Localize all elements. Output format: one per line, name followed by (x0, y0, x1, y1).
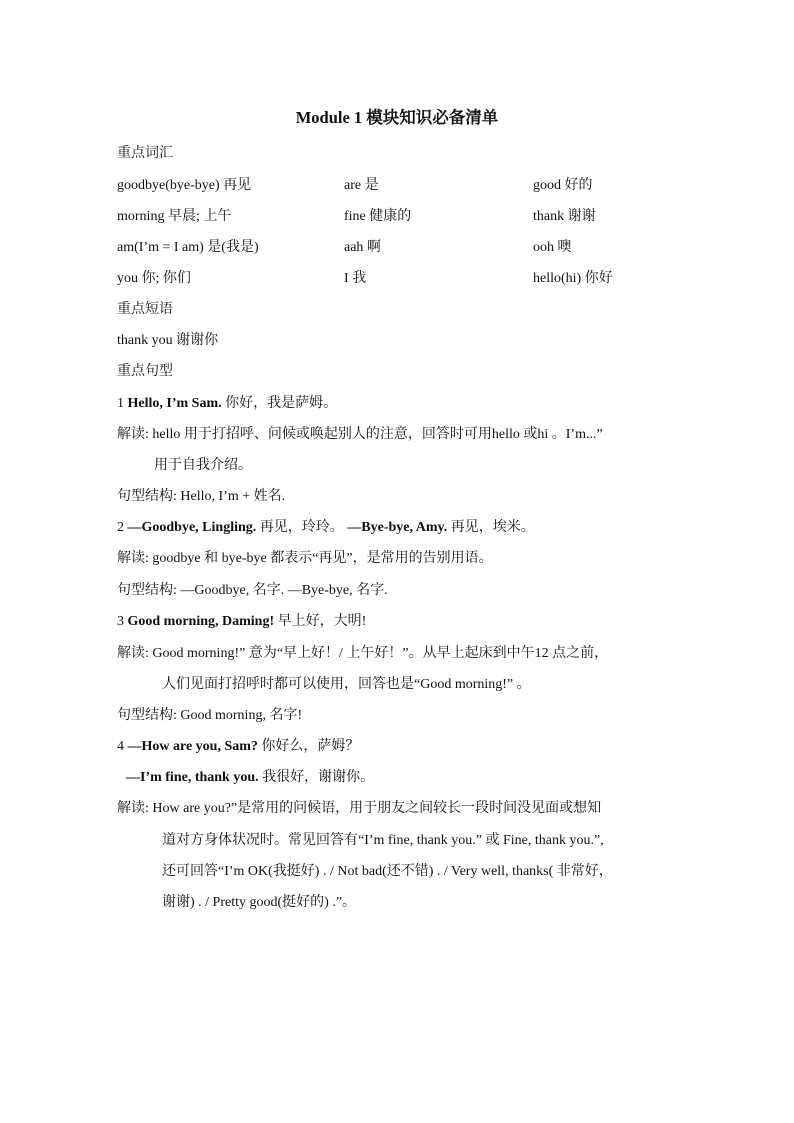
page-title: Module 1 模块知识必备清单 (295, 108, 499, 127)
explanation-line: 解读: Good morning!” 意为“早上好！/ 上午好！”。从早上起床到中午12 点之前， (117, 646, 609, 661)
sentence-chinese: 你好，我是萨姆。 (221, 396, 338, 411)
vocab-cell: hello(hi) 你好 (533, 271, 613, 286)
sentence-1 (117, 395, 337, 413)
sentence-english: —I’m fine, thank you. (126, 770, 259, 785)
sentence-4-answer (126, 769, 374, 787)
sentence-3 (117, 613, 366, 631)
vocab-cell: am(I’m = I am) 是(我是) (117, 240, 259, 255)
explanation-line: 用于自我介绍。 (154, 458, 252, 473)
explanation-line: 解读: hello 用于打招呼、问候或唤起别人的注意，回答时可用hello 或hi 。I’m...” (117, 427, 603, 442)
structure-line: 句型结构: —Goodbye, 名字. —Bye-bye, 名字. (117, 583, 388, 598)
sentence-2 (117, 519, 535, 537)
vocab-cell: goodbye(bye-bye) 再见 (117, 178, 252, 193)
vocab-cell: are 是 (344, 178, 379, 193)
sentence-number: 1 (117, 396, 128, 411)
explanation-line: 还可回答“I’m OK(我挺好) . / Not bad(还不错) . / Very well, thanks( 非常好， (162, 864, 613, 879)
vocab-cell: I 我 (344, 271, 367, 286)
vocab-cell: aah 啊 (344, 240, 381, 255)
sentence-chinese: 再见，玲玲。 (256, 520, 348, 535)
sentence-chinese: 你好么，萨姆？ (257, 739, 360, 754)
structure-line: 句型结构: Good morning, 名字! (117, 708, 303, 723)
sentence-4-question (117, 738, 359, 756)
sentence-english: —Bye-bye, Amy. (347, 520, 448, 535)
sentence-heading: 重点句型 (117, 364, 173, 379)
vocab-cell: you 你; 你们 (117, 271, 191, 286)
sentence-chinese: 早上好，大明! (274, 614, 367, 629)
sentence-number: 4 (117, 739, 128, 754)
vocab-cell: ooh 噢 (533, 240, 572, 255)
explanation-line: 人们见面打招呼时都可以使用，回答也是“Good morning!” 。 (162, 677, 531, 692)
structure-line: 句型结构: Hello, I’m + 姓名. (117, 489, 286, 504)
vocab-cell: morning 早晨; 上午 (117, 209, 232, 224)
explanation-line: 解读: goodbye 和 bye-bye 都表示“再见”，是常用的告别用语。 (117, 551, 493, 566)
sentence-english: —How are you, Sam? (127, 739, 258, 754)
sentence-english: Good morning, Daming! (127, 614, 275, 629)
vocab-heading: 重点词汇 (117, 146, 173, 161)
sentence-chinese: 再见，埃米。 (447, 520, 535, 535)
explanation-line: 道对方身体状况时。常见回答有“I’m fine, thank you.” 或 Fine, thank you.”, (162, 833, 604, 848)
explanation-line: 谢谢) . / Pretty good(挺好的) .”。 (162, 895, 357, 910)
vocab-cell: thank 谢谢 (533, 209, 596, 224)
vocab-cell: fine 健康的 (344, 209, 412, 224)
sentence-english: Hello, I’m Sam. (127, 396, 222, 411)
sentence-chinese: 我很好，谢谢你。 (258, 770, 375, 785)
explanation-line: 解读: How are you?”是常用的问候语，用于朋友之间较长一段时间没见面或想知 (117, 801, 602, 816)
phrase-line: thank you 谢谢你 (117, 333, 219, 348)
phrase-heading: 重点短语 (117, 302, 173, 317)
sentence-number: 2 (117, 520, 128, 535)
sentence-english: —Goodbye, Lingling. (127, 520, 257, 535)
vocab-cell: good 好的 (533, 178, 593, 193)
sentence-number: 3 (117, 614, 128, 629)
